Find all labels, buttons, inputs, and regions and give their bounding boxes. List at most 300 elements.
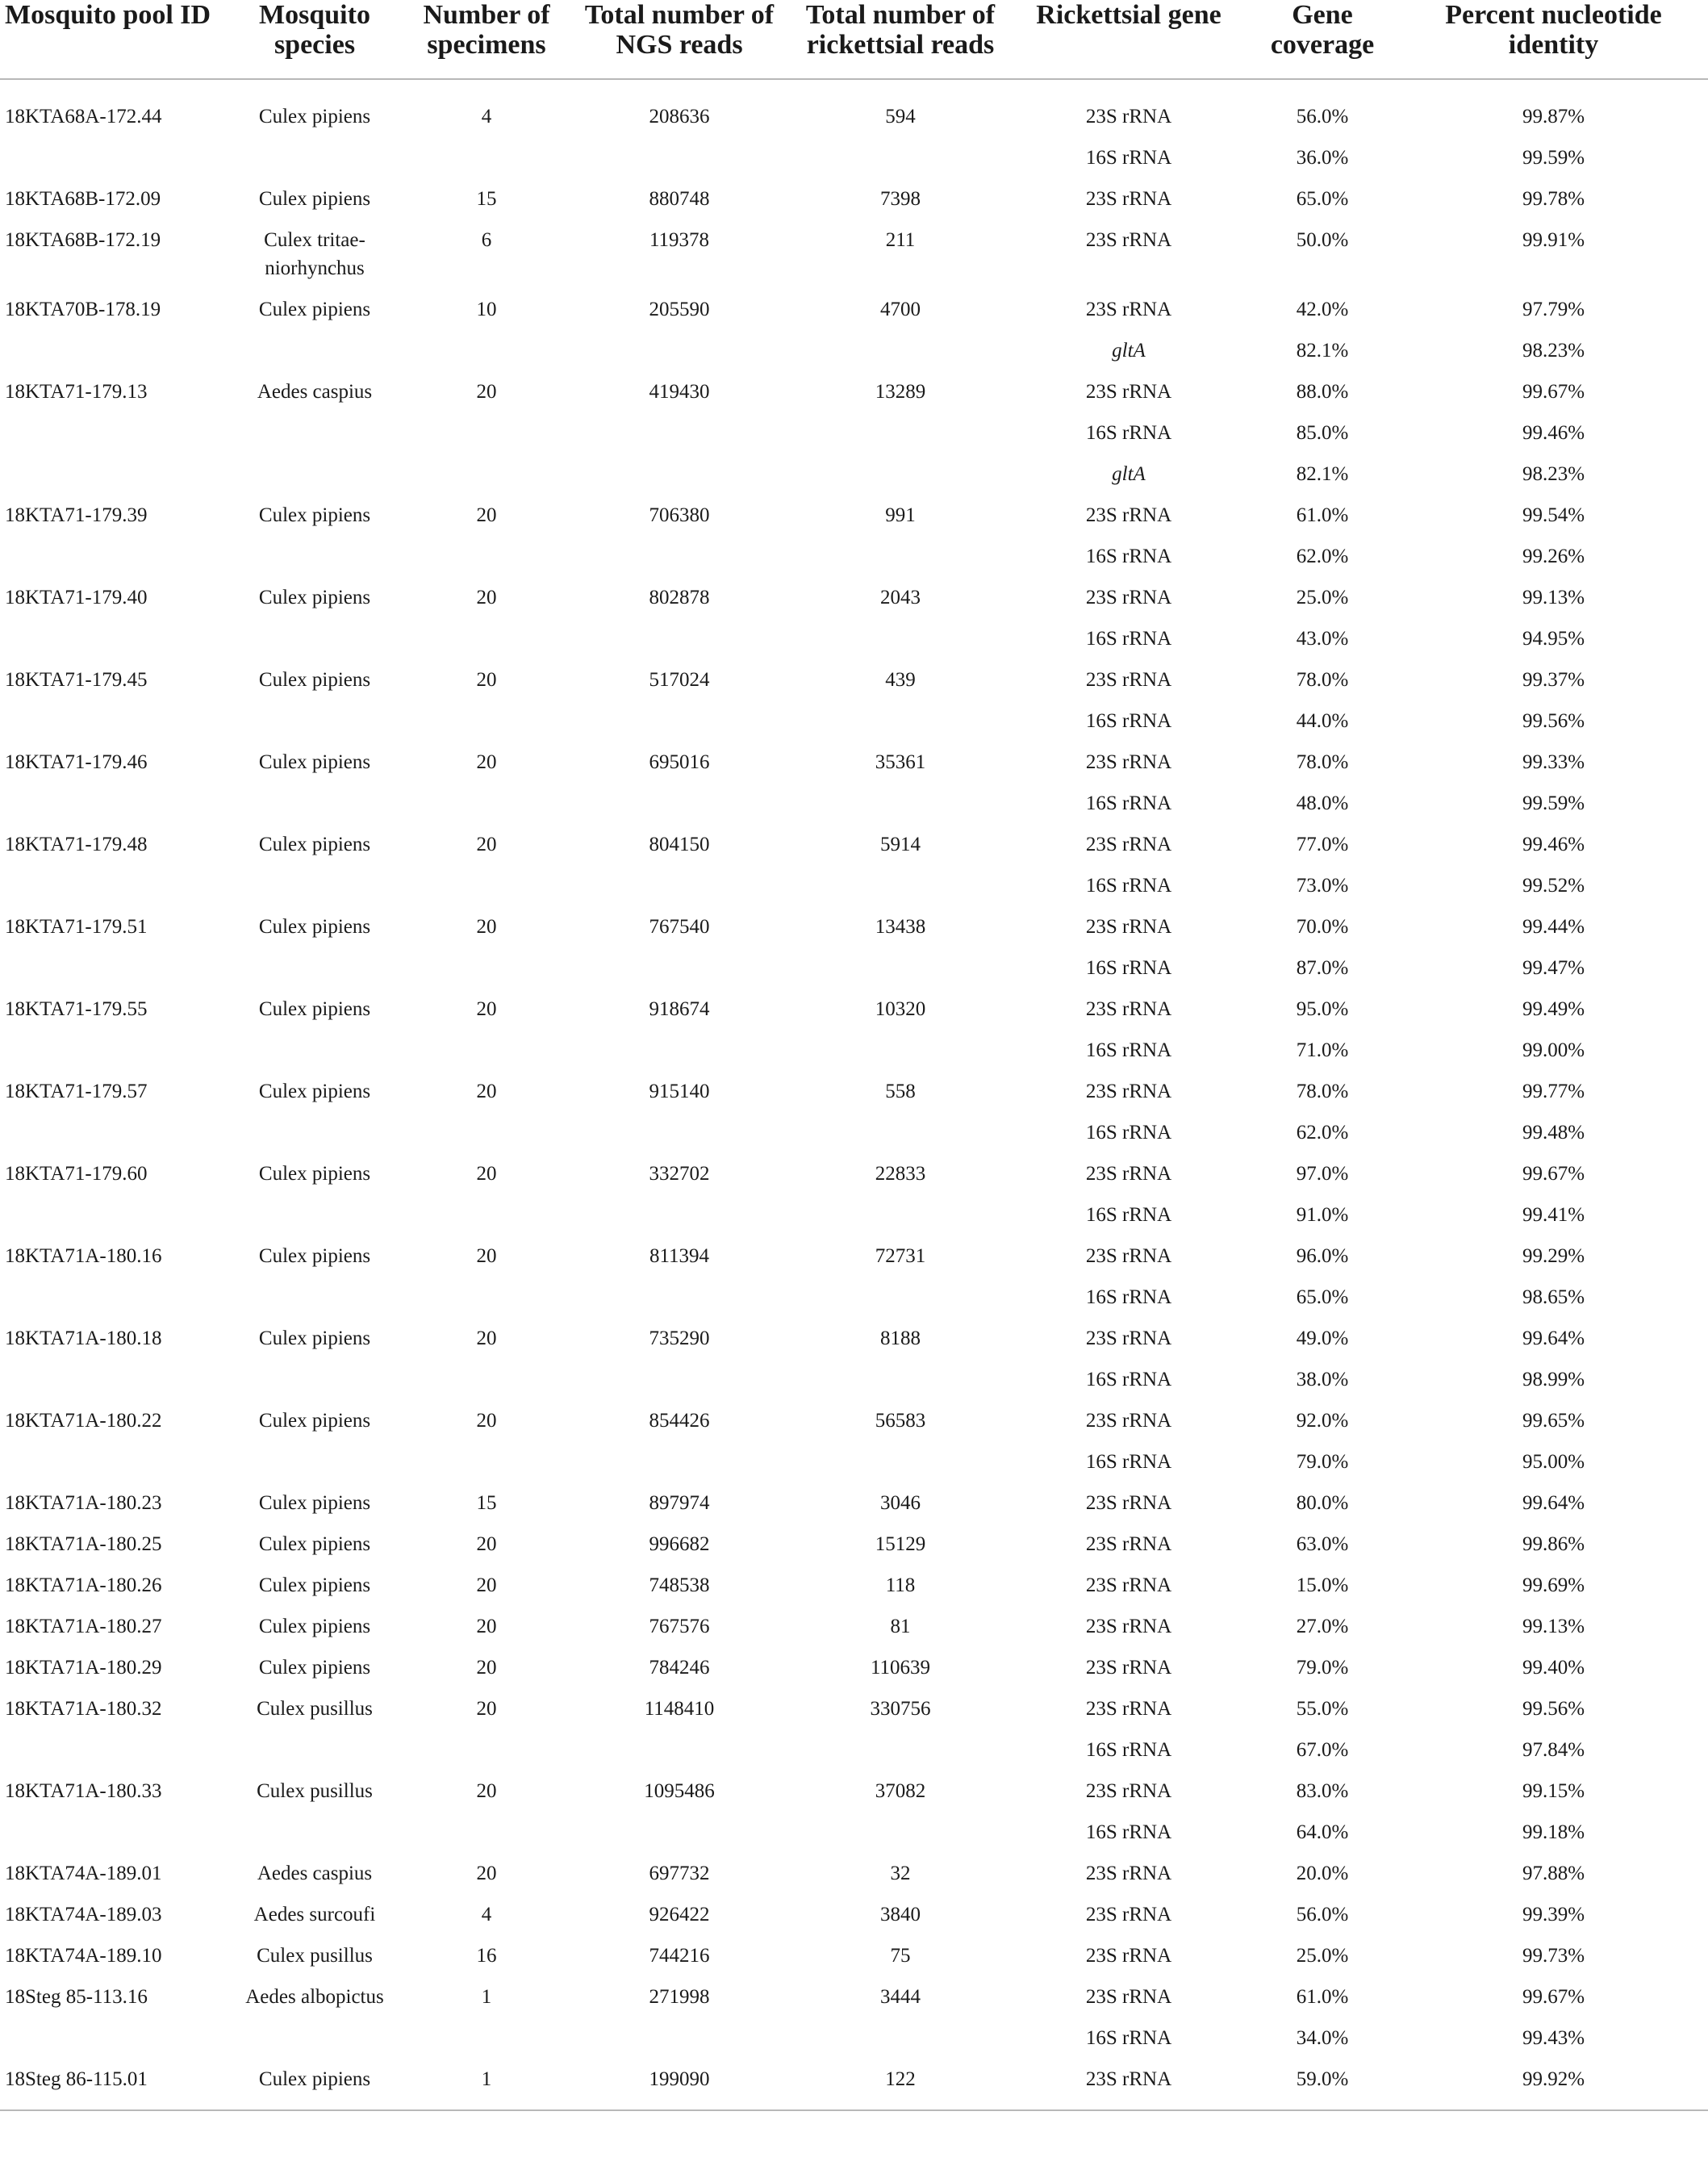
cell-rickettsial-reads bbox=[789, 2011, 1012, 2052]
cell-specimens: 1 bbox=[403, 2052, 570, 2110]
cell-pool-id bbox=[0, 1805, 226, 1846]
cell-specimens: 20 bbox=[476, 1081, 497, 1102]
cell-coverage: 92.0% bbox=[1296, 1410, 1349, 1432]
cell-species: Culex pipiens bbox=[258, 1245, 371, 1267]
cell-specimens: 20 bbox=[476, 1698, 497, 1720]
cell-species: Culex pipiens bbox=[258, 1574, 371, 1596]
cell-identity: 99.59% bbox=[1522, 147, 1585, 169]
cell-ngs-reads: 804150 bbox=[649, 834, 710, 855]
header-rickettsial-gene: Rickettsial gene bbox=[1012, 0, 1246, 79]
cell-rickettsial-reads: 122 bbox=[789, 2052, 1012, 2110]
cell-ngs-reads: 854426 bbox=[649, 1410, 710, 1432]
table-header bbox=[0, 0, 1708, 79]
cell-identity: 99.91% bbox=[1522, 229, 1585, 251]
cell-specimens: 20 bbox=[476, 834, 497, 855]
cell-pool-id: 18KTA71A-180.26 bbox=[5, 1574, 162, 1596]
cell-ngs-reads: 1095486 bbox=[644, 1780, 715, 1802]
cell-pool-id: 18KTA71-179.13 bbox=[5, 381, 148, 403]
cell-gene: 16S rRNA bbox=[1085, 875, 1172, 897]
cell-species: Culex pipiens bbox=[258, 1657, 371, 1679]
cell-ngs-reads bbox=[570, 1023, 789, 1064]
table-body bbox=[0, 79, 1708, 2110]
cell-coverage: 36.0% bbox=[1296, 147, 1349, 169]
cell-gene: 16S rRNA bbox=[1085, 1286, 1172, 1308]
cell-coverage: 67.0% bbox=[1296, 1739, 1349, 1761]
cell-gene: 16S rRNA bbox=[1085, 1039, 1172, 1061]
cell-ngs-reads: 1148410 bbox=[644, 1698, 715, 1720]
cell-coverage: 97.0% bbox=[1296, 1163, 1349, 1185]
cell-identity: 99.44% bbox=[1522, 916, 1585, 938]
cell-pool-id: 18KTA71-179.40 bbox=[5, 587, 148, 608]
cell-identity: 99.15% bbox=[1522, 1780, 1585, 1802]
cell-rickettsial-reads bbox=[789, 324, 1012, 365]
table-row bbox=[0, 2052, 1708, 2110]
cell-ngs-reads: 735290 bbox=[649, 1328, 710, 1349]
cell-specimens: 10 bbox=[476, 299, 497, 320]
table-row bbox=[0, 1311, 1708, 1353]
cell-species bbox=[226, 1270, 403, 1311]
cell-rickettsial-reads bbox=[789, 131, 1012, 172]
cell-identity: 99.00% bbox=[1522, 1039, 1585, 1061]
table-row bbox=[0, 1764, 1708, 1805]
cell-pool-id: 18KTA71-179.45 bbox=[5, 669, 148, 691]
cell-pool-id bbox=[0, 529, 226, 571]
cell-pool-id: 18KTA74A-189.10 bbox=[5, 1945, 162, 1967]
cell-ngs-reads: 697732 bbox=[649, 1863, 710, 1884]
cell-ngs-reads: 419430 bbox=[649, 381, 710, 403]
cell-coverage: 65.0% bbox=[1296, 1286, 1349, 1308]
cell-rickettsial-reads: 3046 bbox=[880, 1492, 921, 1514]
cell-coverage: 88.0% bbox=[1296, 381, 1349, 403]
cell-gene: 23S rRNA bbox=[1085, 504, 1172, 526]
cell-species: Culex pipiens bbox=[258, 669, 371, 691]
cell-gene: 23S rRNA bbox=[1012, 2052, 1246, 2110]
cell-gene: 23S rRNA bbox=[1085, 1492, 1172, 1514]
cell-pool-id: 18KTA71A-180.32 bbox=[5, 1698, 162, 1720]
cell-species: Culex pipiens bbox=[258, 1328, 371, 1349]
cell-rickettsial-reads: 81 bbox=[890, 1616, 911, 1637]
cell-specimens: 15 bbox=[476, 188, 497, 210]
cell-identity: 99.26% bbox=[1522, 546, 1585, 567]
cell-gene: 16S rRNA bbox=[1085, 957, 1172, 979]
cell-identity: 99.67% bbox=[1522, 1986, 1585, 2008]
cell-rickettsial-reads: 35361 bbox=[875, 751, 926, 773]
cell-pool-id: 18KTA71-179.48 bbox=[5, 834, 148, 855]
cell-coverage: 95.0% bbox=[1296, 998, 1349, 1020]
cell-coverage: 79.0% bbox=[1296, 1451, 1349, 1473]
cell-coverage: 43.0% bbox=[1296, 628, 1349, 650]
cell-ngs-reads: 767576 bbox=[649, 1616, 710, 1637]
cell-rickettsial-reads: 558 bbox=[885, 1081, 916, 1102]
cell-pool-id bbox=[0, 1023, 226, 1064]
cell-identity: 99.37% bbox=[1522, 669, 1585, 691]
cell-rickettsial-reads bbox=[789, 406, 1012, 447]
cell-coverage: 65.0% bbox=[1296, 188, 1349, 210]
cell-rickettsial-reads: 5914 bbox=[880, 834, 921, 855]
cell-coverage: 85.0% bbox=[1296, 422, 1349, 444]
cell-specimens: 20 bbox=[476, 1780, 497, 1802]
gene-name-italic: gltA bbox=[1112, 340, 1146, 362]
cell-species bbox=[226, 447, 403, 488]
cell-identity: 97.79% bbox=[1522, 299, 1585, 320]
cell-specimens bbox=[403, 2011, 570, 2052]
cell-pool-id bbox=[0, 941, 226, 982]
cell-identity: 98.23% bbox=[1522, 340, 1585, 362]
cell-coverage: 83.0% bbox=[1296, 1780, 1349, 1802]
cell-ngs-reads: 926422 bbox=[649, 1904, 710, 1925]
cell-pool-id: 18KTA70B-178.19 bbox=[5, 299, 161, 320]
cell-pool-id: 18KTA71-179.39 bbox=[5, 504, 148, 526]
cell-identity: 98.65% bbox=[1522, 1286, 1585, 1308]
cell-ngs-reads bbox=[570, 1723, 789, 1764]
cell-ngs-reads bbox=[570, 776, 789, 817]
cell-gene: 23S rRNA bbox=[1085, 834, 1172, 855]
cell-coverage: 15.0% bbox=[1296, 1574, 1349, 1596]
cell-gene: 23S rRNA bbox=[1085, 669, 1172, 691]
cell-gene: 23S rRNA bbox=[1085, 1904, 1172, 1925]
cell-species bbox=[226, 612, 403, 653]
cell-identity: 99.33% bbox=[1522, 751, 1585, 773]
cell-specimens bbox=[403, 1270, 570, 1311]
cell-identity: 97.84% bbox=[1522, 1739, 1585, 1761]
cell-ngs-reads bbox=[570, 324, 789, 365]
cell-gene: 23S rRNA bbox=[1085, 229, 1172, 251]
table-row bbox=[0, 1517, 1708, 1558]
header-rickettsial-reads: Total number of rickettsial reads bbox=[789, 0, 1012, 79]
cell-coverage: 78.0% bbox=[1296, 1081, 1349, 1102]
table-row bbox=[0, 1353, 1708, 1394]
cell-pool-id: 18KTA71-179.57 bbox=[5, 1081, 148, 1102]
cell-specimens bbox=[403, 612, 570, 653]
cell-ngs-reads: 748538 bbox=[649, 1574, 710, 1596]
cell-identity: 99.64% bbox=[1522, 1328, 1585, 1349]
table-row bbox=[0, 529, 1708, 571]
cell-identity: 99.59% bbox=[1522, 792, 1585, 814]
cell-identity: 98.99% bbox=[1522, 1369, 1585, 1390]
cell-coverage: 55.0% bbox=[1296, 1698, 1349, 1720]
cell-gene: 23S rRNA bbox=[1085, 1245, 1172, 1267]
table-row bbox=[0, 653, 1708, 694]
cell-species: Culex pipiens bbox=[258, 587, 371, 608]
cell-ngs-reads: 119378 bbox=[649, 229, 710, 251]
cell-ngs-reads bbox=[570, 694, 789, 735]
cell-rickettsial-reads bbox=[789, 1723, 1012, 1764]
cell-coverage: 25.0% bbox=[1296, 1945, 1349, 1967]
cell-ngs-reads bbox=[570, 131, 789, 172]
cell-identity: 98.23% bbox=[1522, 463, 1585, 485]
cell-coverage: 27.0% bbox=[1296, 1616, 1349, 1637]
cell-coverage: 61.0% bbox=[1296, 1986, 1349, 2008]
cell-coverage: 56.0% bbox=[1296, 106, 1349, 128]
cell-species: Culex pipiens bbox=[258, 834, 371, 855]
cell-pool-id bbox=[0, 776, 226, 817]
cell-ngs-reads bbox=[570, 2011, 789, 2052]
cell-identity: 99.39% bbox=[1522, 1904, 1585, 1925]
cell-species: Aedes caspius bbox=[257, 381, 373, 403]
table-row bbox=[0, 1558, 1708, 1599]
table-row bbox=[0, 447, 1708, 488]
cell-species: Culex pipiens bbox=[258, 1081, 371, 1102]
cell-pool-id bbox=[0, 2011, 226, 2052]
cell-pool-id: 18KTA71A-180.23 bbox=[5, 1492, 162, 1514]
cell-ngs-reads bbox=[570, 1435, 789, 1476]
cell-rickettsial-reads bbox=[789, 1106, 1012, 1147]
cell-pool-id: 18KTA71A-180.22 bbox=[5, 1410, 162, 1432]
cell-ngs-reads: 880748 bbox=[649, 188, 710, 210]
cell-species: Culex pipiens bbox=[258, 188, 371, 210]
cell-ngs-reads bbox=[570, 1805, 789, 1846]
cell-ngs-reads: 897974 bbox=[649, 1492, 710, 1514]
cell-rickettsial-reads: 4700 bbox=[880, 299, 921, 320]
cell-pool-id: 18KTA74A-189.01 bbox=[5, 1863, 162, 1884]
cell-coverage: 48.0% bbox=[1296, 792, 1349, 814]
cell-rickettsial-reads: 330756 bbox=[870, 1698, 931, 1720]
cell-specimens bbox=[403, 1435, 570, 1476]
table-row bbox=[0, 900, 1708, 941]
cell-coverage: 91.0% bbox=[1296, 1204, 1349, 1226]
cell-species: Culex pipiens bbox=[258, 1163, 371, 1185]
table-row bbox=[0, 324, 1708, 365]
cell-rickettsial-reads: 72731 bbox=[875, 1245, 926, 1267]
cell-coverage: 71.0% bbox=[1296, 1039, 1349, 1061]
table-row bbox=[0, 282, 1708, 324]
table-row bbox=[0, 213, 1708, 282]
cell-ngs-reads: 208636 bbox=[649, 106, 710, 128]
cell-rickettsial-reads: 22833 bbox=[875, 1163, 926, 1185]
cell-coverage: 34.0% bbox=[1296, 2027, 1349, 2049]
table-row bbox=[0, 1394, 1708, 1435]
cell-pool-id bbox=[0, 131, 226, 172]
cell-rickettsial-reads bbox=[789, 776, 1012, 817]
cell-coverage: 62.0% bbox=[1296, 546, 1349, 567]
cell-gene: 23S rRNA bbox=[1085, 1533, 1172, 1555]
cell-coverage: 63.0% bbox=[1296, 1533, 1349, 1555]
header-percent-identity: Percent nucleotide identity bbox=[1399, 0, 1708, 79]
cell-gene: 16S rRNA bbox=[1085, 628, 1172, 650]
cell-ngs-reads: 517024 bbox=[649, 669, 710, 691]
cell-coverage: 77.0% bbox=[1296, 834, 1349, 855]
cell-identity: 99.56% bbox=[1522, 1698, 1585, 1720]
table-row bbox=[0, 1929, 1708, 1970]
cell-ngs-reads: 802878 bbox=[649, 587, 710, 608]
cell-coverage: 49.0% bbox=[1296, 1328, 1349, 1349]
cell-specimens: 20 bbox=[476, 916, 497, 938]
table-row bbox=[0, 488, 1708, 529]
cell-pool-id bbox=[0, 694, 226, 735]
cell-rickettsial-reads: 211 bbox=[885, 229, 916, 251]
cell-specimens: 20 bbox=[476, 751, 497, 773]
cell-ngs-reads: 695016 bbox=[649, 751, 710, 773]
cell-specimens: 4 bbox=[481, 1904, 492, 1925]
cell-gene: 23S rRNA bbox=[1085, 1081, 1172, 1102]
table-row bbox=[0, 1106, 1708, 1147]
table-row bbox=[0, 571, 1708, 612]
header-specimens: Number of specimens bbox=[403, 0, 570, 79]
cell-ngs-reads bbox=[570, 406, 789, 447]
cell-coverage: 78.0% bbox=[1296, 751, 1349, 773]
cell-specimens: 20 bbox=[476, 1163, 497, 1185]
cell-rickettsial-reads bbox=[789, 1023, 1012, 1064]
cell-pool-id bbox=[0, 1435, 226, 1476]
cell-ngs-reads: 205590 bbox=[649, 299, 710, 320]
cell-gene: 23S rRNA bbox=[1085, 1698, 1172, 1720]
cell-identity: 99.69% bbox=[1522, 1574, 1585, 1596]
cell-pool-id: 18KTA68B-172.09 bbox=[5, 188, 161, 210]
cell-pool-id: 18KTA71A-180.27 bbox=[5, 1616, 162, 1637]
cell-ngs-reads: 915140 bbox=[649, 1081, 710, 1102]
cell-identity: 99.46% bbox=[1522, 834, 1585, 855]
cell-identity: 99.13% bbox=[1522, 587, 1585, 608]
cell-rickettsial-reads: 10320 bbox=[875, 998, 926, 1020]
table-row bbox=[0, 1147, 1708, 1188]
cell-gene: 23S rRNA bbox=[1085, 998, 1172, 1020]
cell-gene: 16S rRNA bbox=[1085, 1451, 1172, 1473]
cell-coverage: 25.0% bbox=[1296, 587, 1349, 608]
cell-ngs-reads: 767540 bbox=[649, 916, 710, 938]
cell-specimens: 15 bbox=[476, 1492, 497, 1514]
table-row bbox=[0, 172, 1708, 213]
cell-gene: 23S rRNA bbox=[1085, 1657, 1172, 1679]
cell-coverage: 42.0% bbox=[1296, 299, 1349, 320]
cell-gene: 16S rRNA bbox=[1085, 546, 1172, 567]
table-row bbox=[0, 1970, 1708, 2011]
cell-gene: 23S rRNA bbox=[1085, 1780, 1172, 1802]
cell-pool-id: 18KTA71-179.55 bbox=[5, 998, 148, 1020]
cell-pool-id bbox=[0, 1353, 226, 1394]
table-row bbox=[0, 1435, 1708, 1476]
cell-species bbox=[226, 859, 403, 900]
cell-rickettsial-reads: 2043 bbox=[880, 587, 921, 608]
cell-species: Culex pipiens bbox=[258, 106, 371, 128]
table-row bbox=[0, 776, 1708, 817]
cell-gene: 16S rRNA bbox=[1085, 1739, 1172, 1761]
cell-coverage: 61.0% bbox=[1296, 504, 1349, 526]
cell-pool-id: 18KTA71A-180.33 bbox=[5, 1780, 162, 1802]
cell-specimens: 20 bbox=[476, 1328, 497, 1349]
cell-specimens: 20 bbox=[476, 1245, 497, 1267]
cell-specimens: 4 bbox=[481, 106, 492, 128]
cell-gene bbox=[1012, 447, 1246, 488]
cell-species: Aedes albopictus bbox=[245, 1986, 384, 2008]
cell-specimens: 20 bbox=[476, 1533, 497, 1555]
cell-rickettsial-reads: 3840 bbox=[880, 1904, 921, 1925]
cell-rickettsial-reads bbox=[789, 941, 1012, 982]
cell-identity: 99.43% bbox=[1522, 2027, 1585, 2049]
cell-identity: 99.92% bbox=[1399, 2052, 1708, 2110]
cell-coverage: 64.0% bbox=[1296, 1821, 1349, 1843]
cell-species: Culex pipiens bbox=[258, 1492, 371, 1514]
cell-species bbox=[226, 529, 403, 571]
cell-species: Culex pipiens bbox=[258, 751, 371, 773]
cell-identity: 99.18% bbox=[1522, 1821, 1585, 1843]
cell-identity: 99.67% bbox=[1522, 1163, 1585, 1185]
cell-rickettsial-reads: 110639 bbox=[870, 1657, 931, 1679]
cell-specimens: 20 bbox=[476, 998, 497, 1020]
cell-rickettsial-reads bbox=[789, 1435, 1012, 1476]
cell-species bbox=[226, 1023, 403, 1064]
cell-rickettsial-reads: 991 bbox=[885, 504, 916, 526]
cell-ngs-reads bbox=[570, 447, 789, 488]
cell-ngs-reads bbox=[570, 859, 789, 900]
table-row bbox=[0, 1723, 1708, 1764]
cell-specimens: 20 bbox=[476, 1574, 497, 1596]
cell-specimens bbox=[403, 406, 570, 447]
cell-identity: 99.40% bbox=[1522, 1657, 1585, 1679]
cell-species: Culex pipiens bbox=[258, 916, 371, 938]
cell-gene: 16S rRNA bbox=[1085, 422, 1172, 444]
cell-pool-id: 18KTA71-179.60 bbox=[5, 1163, 148, 1185]
cell-specimens bbox=[403, 859, 570, 900]
cell-species: Culex pipiens bbox=[258, 1533, 371, 1555]
cell-gene: 16S rRNA bbox=[1085, 1369, 1172, 1390]
cell-specimens: 6 bbox=[481, 229, 492, 251]
cell-gene: 23S rRNA bbox=[1085, 587, 1172, 608]
table-row bbox=[0, 1023, 1708, 1064]
cell-rickettsial-reads bbox=[789, 859, 1012, 900]
cell-gene: 23S rRNA bbox=[1085, 188, 1172, 210]
cell-rickettsial-reads bbox=[789, 1188, 1012, 1229]
table-row bbox=[0, 859, 1708, 900]
cell-pool-id: 18KTA71A-180.18 bbox=[5, 1328, 162, 1349]
cell-identity: 99.87% bbox=[1522, 106, 1585, 128]
cell-pool-id bbox=[0, 447, 226, 488]
cell-ngs-reads bbox=[570, 1353, 789, 1394]
table-row bbox=[0, 1682, 1708, 1723]
cell-ngs-reads: 918674 bbox=[649, 998, 710, 1020]
cell-specimens bbox=[403, 1805, 570, 1846]
cell-identity: 95.00% bbox=[1522, 1451, 1585, 1473]
cell-species bbox=[226, 406, 403, 447]
cell-specimens: 16 bbox=[476, 1945, 497, 1967]
cell-pool-id bbox=[0, 406, 226, 447]
table-row bbox=[0, 817, 1708, 859]
table-row bbox=[0, 982, 1708, 1023]
cell-identity: 99.13% bbox=[1522, 1616, 1585, 1637]
cell-ngs-reads bbox=[570, 941, 789, 982]
cell-species: Culex pipiens bbox=[258, 1616, 371, 1637]
cell-identity: 99.86% bbox=[1522, 1533, 1585, 1555]
cell-identity: 99.73% bbox=[1522, 1945, 1585, 1967]
cell-rickettsial-reads: 37082 bbox=[875, 1780, 926, 1802]
cell-ngs-reads: 199090 bbox=[570, 2052, 789, 2110]
cell-rickettsial-reads: 594 bbox=[885, 106, 916, 128]
cell-rickettsial-reads: 75 bbox=[890, 1945, 911, 1967]
table-row bbox=[0, 1476, 1708, 1517]
cell-gene: 16S rRNA bbox=[1085, 147, 1172, 169]
cell-identity: 99.47% bbox=[1522, 957, 1585, 979]
cell-rickettsial-reads bbox=[789, 612, 1012, 653]
cell-identity: 99.29% bbox=[1522, 1245, 1585, 1267]
cell-pool-id: 18KTA68B-172.19 bbox=[5, 229, 161, 251]
cell-identity: 99.56% bbox=[1522, 710, 1585, 732]
cell-specimens bbox=[403, 776, 570, 817]
cell-gene: 23S rRNA bbox=[1085, 1863, 1172, 1884]
table-row bbox=[0, 612, 1708, 653]
cell-rickettsial-reads: 7398 bbox=[880, 188, 921, 210]
cell-rickettsial-reads bbox=[789, 447, 1012, 488]
cell-species: Aedes surcoufi bbox=[253, 1904, 376, 1925]
table-row bbox=[0, 1805, 1708, 1846]
cell-rickettsial-reads bbox=[789, 1353, 1012, 1394]
cell-specimens bbox=[403, 1023, 570, 1064]
cell-gene: 23S rRNA bbox=[1085, 1163, 1172, 1185]
cell-gene: 16S rRNA bbox=[1085, 1204, 1172, 1226]
table-row bbox=[0, 735, 1708, 776]
cell-ngs-reads bbox=[570, 1188, 789, 1229]
cell-rickettsial-reads: 118 bbox=[885, 1574, 916, 1596]
cell-rickettsial-reads bbox=[789, 694, 1012, 735]
cell-specimens bbox=[403, 1188, 570, 1229]
